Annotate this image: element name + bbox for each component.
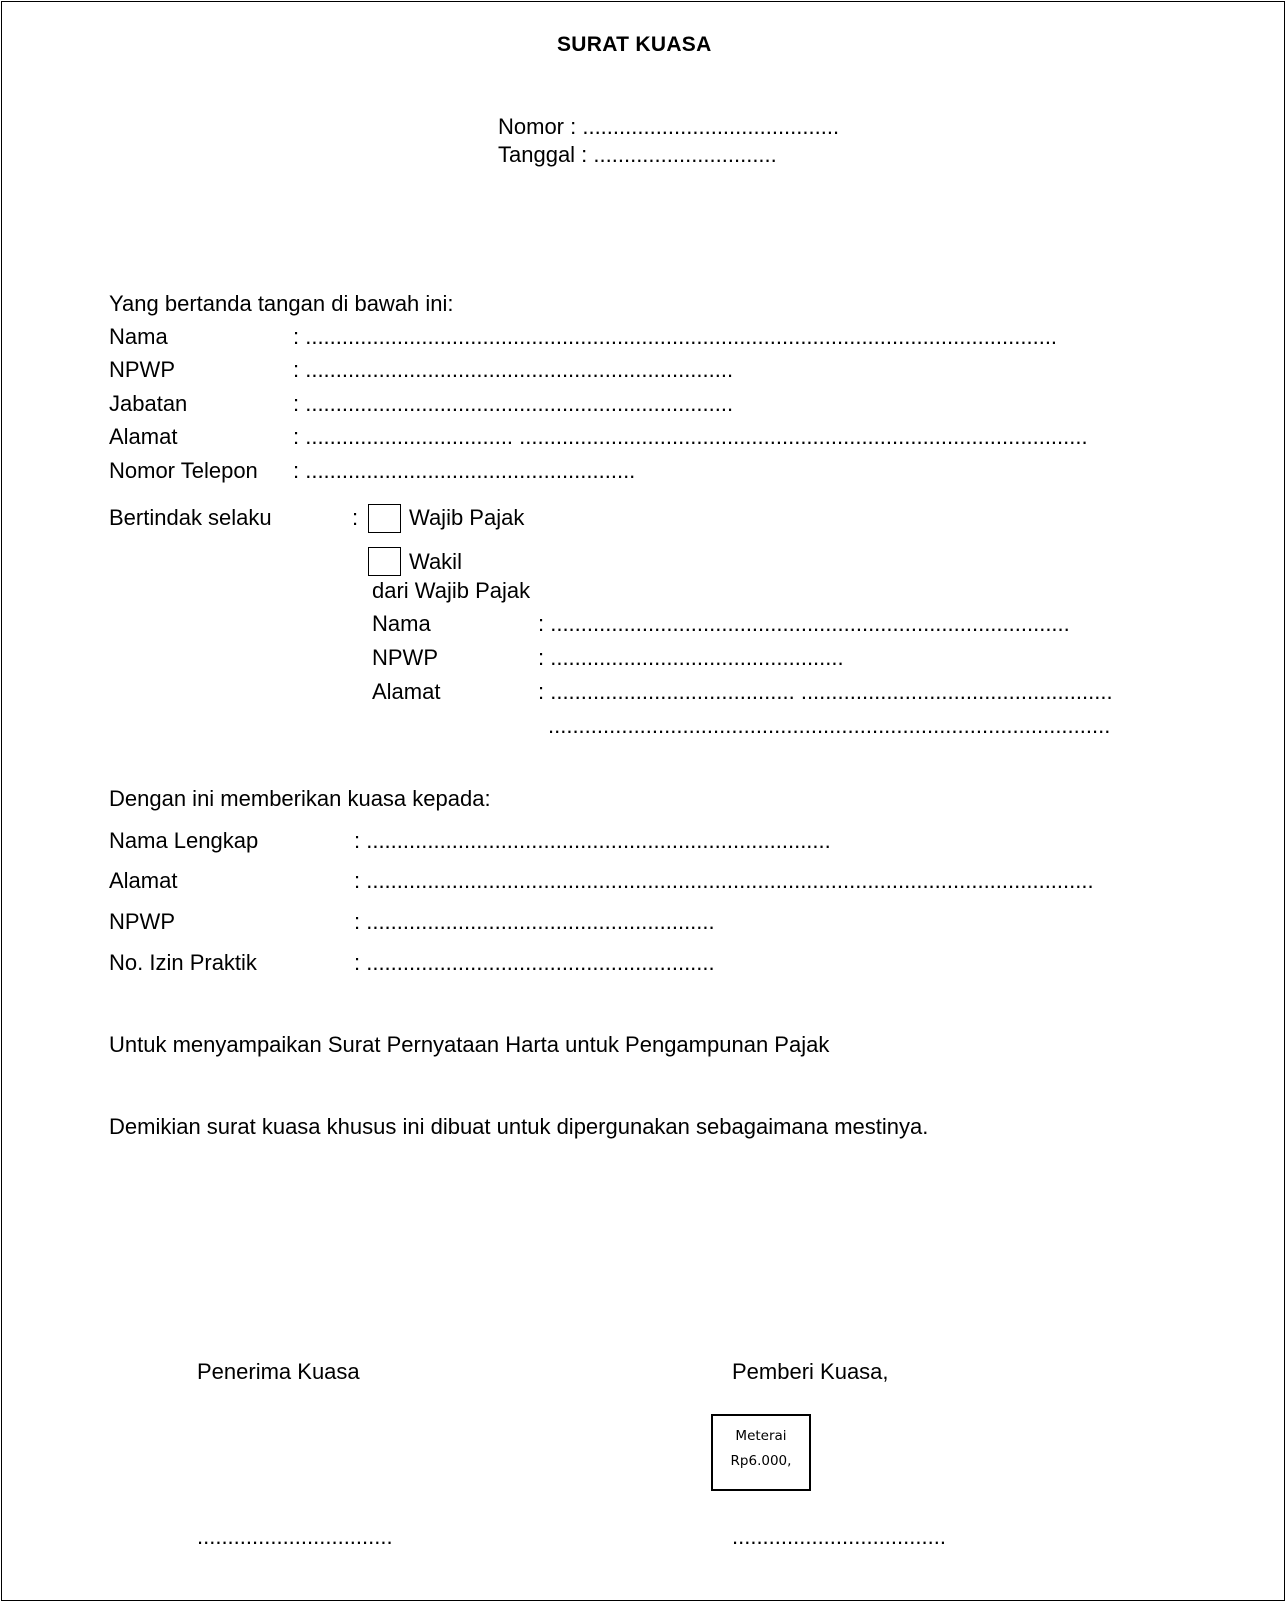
penerima-alamat-value: : .......................................................................................................................	[354, 868, 1094, 893]
wp-alamat-label: Alamat	[372, 679, 441, 704]
tanggal-field: Tanggal : ..............................	[498, 142, 777, 167]
document-title: SURAT KUASA	[557, 33, 712, 56]
pemberi-kuasa-label: Pemberi Kuasa,	[732, 1359, 889, 1384]
penerima-npwp-value: : .........................................................	[354, 909, 715, 934]
closing-text: Demikian surat kuasa khusus ini dibuat untuk dipergunakan sebagaimana mestinya.	[109, 1114, 929, 1139]
bertindak-label: Bertindak selaku	[109, 505, 272, 530]
signer-npwp-value: : ......................................................................	[293, 357, 734, 382]
penerima-nama-value: : ............................................................................	[354, 828, 831, 853]
meterai-stamp-box	[711, 1414, 811, 1491]
wajib-pajak-option-label: Wajib Pajak	[409, 505, 525, 530]
meterai-stamp-line2: Rp6.000,	[730, 1453, 792, 1469]
wp-nama-label: Nama	[372, 611, 431, 636]
wp-npwp-value: : ................................................	[538, 645, 844, 670]
signer-alamat-label: Alamat	[109, 424, 178, 449]
penerima-alamat-label: Alamat	[109, 868, 178, 893]
kuasa-intro-text: Dengan ini memberikan kuasa kepada:	[109, 786, 491, 811]
signature-line-pemberi: ...................................	[732, 1524, 946, 1549]
signer-telepon-label: Nomor Telepon	[109, 458, 258, 483]
penerima-izin-value: : .........................................................	[354, 950, 715, 975]
wakil-checkbox[interactable]	[368, 547, 401, 576]
wakil-option-label: Wakil	[409, 549, 462, 574]
nomor-field: Nomor : ..........................................	[498, 114, 840, 139]
penerima-npwp-label: NPWP	[109, 909, 175, 934]
signature-line-penerima: ................................	[197, 1524, 393, 1549]
wp-npwp-label: NPWP	[372, 645, 438, 670]
signer-jabatan-value: : ......................................................................	[293, 391, 734, 416]
penerima-izin-label: No. Izin Praktik	[109, 950, 257, 975]
penerima-nama-label: Nama Lengkap	[109, 828, 259, 853]
signer-alamat-value: : .................................. .............................................................................................	[293, 424, 1088, 449]
wajib-pajak-checkbox[interactable]	[368, 504, 401, 533]
meterai-stamp-line1: Meterai	[735, 1428, 787, 1444]
signer-jabatan-label: Jabatan	[109, 391, 188, 416]
wp-alamat-value: : ........................................ ...................................................	[538, 679, 1113, 704]
intro-text: Yang bertanda tangan di bawah ini:	[109, 291, 454, 316]
penerima-kuasa-label: Penerima Kuasa	[197, 1359, 360, 1384]
wp-alamat-continuation: ............................................................................................	[548, 713, 1111, 738]
bertindak-colon: :	[352, 505, 359, 530]
signer-telepon-value: : ......................................................	[293, 458, 636, 483]
signer-nama-label: Nama	[109, 324, 168, 349]
signer-nama-value: : ...........................................................................................................................	[293, 324, 1058, 349]
purpose-text: Untuk menyampaikan Surat Pernyataan Harta untuk Pengampunan Pajak	[109, 1032, 830, 1057]
wp-nama-value: : .....................................................................................	[538, 611, 1070, 636]
signer-npwp-label: NPWP	[109, 357, 175, 382]
dari-wajib-pajak-text: dari Wajib Pajak	[372, 578, 531, 603]
